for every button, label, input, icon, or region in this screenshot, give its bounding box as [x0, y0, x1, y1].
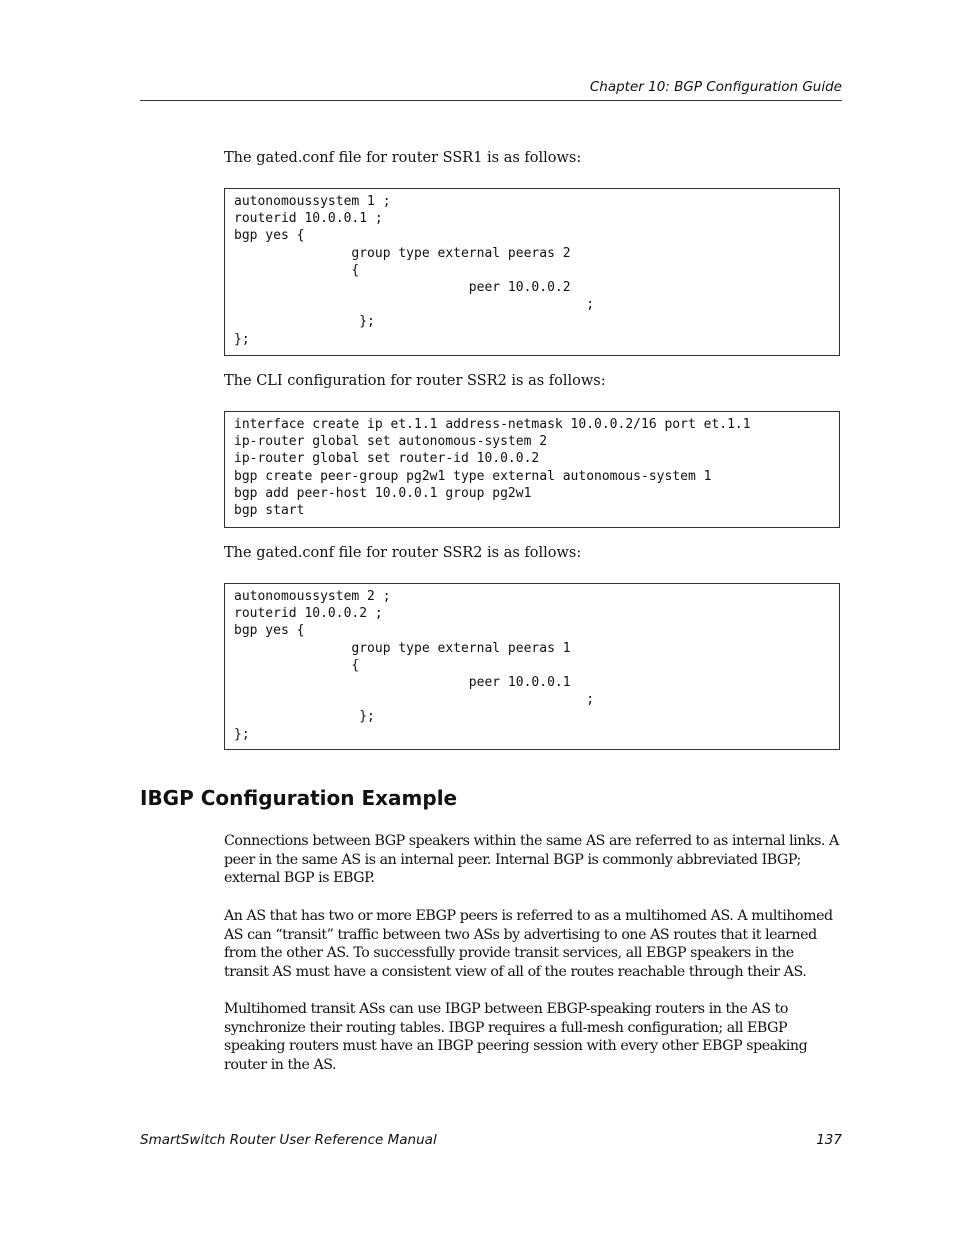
ssr2-cli-intro: The CLI configuration for router SSR2 is as follows: — [224, 373, 606, 389]
section-heading: IBGP Configuration Example — [140, 786, 458, 810]
ssr2-cli-code-block: interface create ip et.1.1 address-netmask 10.0.0.2/16 port et.1.1 ip-router global set autonomous-system 2 ip-router global set router-id 10.0.0.2 bgp create peer-group pg2w1 type external autonomous-system 1 bgp add peer-host 10.0.0.1 group pg2w1 bgp start — [224, 411, 840, 528]
running-header: Chapter 10: BGP Configuration Guide — [589, 79, 842, 95]
paragraph-ibgp-full-mesh: Multihomed transit ASs can use IBGP between EBGP-speaking routers in the AS to synchronize their routing tables. IBGP requires a full-mesh configuration; all EBGP speaking routers must have an IBGP peering session with every other EBGP speaking router in the AS. — [224, 1001, 808, 1073]
ssr2-gated-intro: The gated.conf file for router SSR2 is as follows: — [224, 545, 582, 561]
ssr2-gated-code-block: autonomoussystem 2 ; routerid 10.0.0.2 ; bgp yes { group type external peeras 1 { peer 10.0.0.1 ; }; }; — [224, 583, 840, 750]
paragraph-multihomed-as: An AS that has two or more EBGP peers is referred to as a multihomed AS. A multihomed AS can “transit” traffic between two ASs by advertising to one AS routes that it learned from the other AS. To successfully provide transit services, all EBGP speakers in the transit AS must have a consistent view of all of the routes reachable through their AS. — [224, 908, 833, 980]
page-number: 137 — [816, 1132, 842, 1148]
paragraph-internal-links: Connections between BGP speakers within the same AS are referred to as internal links. A peer in the same AS is an internal peer. Internal BGP is commonly abbreviated IBGP; external BGP is EBGP. — [224, 833, 839, 887]
ssr1-gated-code-block: autonomoussystem 1 ; routerid 10.0.0.1 ; bgp yes { group type external peeras 2 { peer 10.0.0.2 ; }; }; — [224, 188, 840, 356]
footer-manual-title: SmartSwitch Router User Reference Manual — [140, 1132, 437, 1148]
ssr1-gated-intro: The gated.conf file for router SSR1 is as follows: — [224, 150, 582, 166]
header-divider — [140, 100, 842, 101]
